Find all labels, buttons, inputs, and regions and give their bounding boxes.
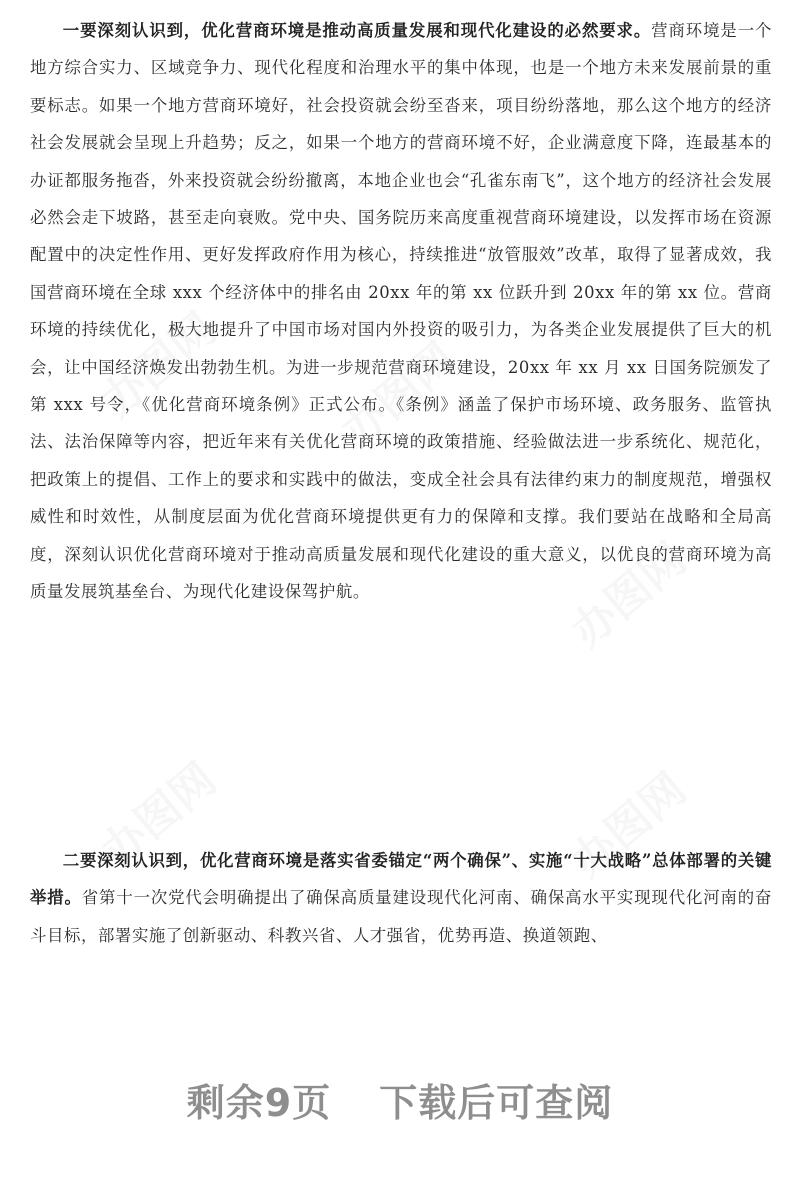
watermark: 办图网 xyxy=(561,763,696,888)
paragraph-2 xyxy=(30,842,772,954)
download-hint-label[interactable]: 下载后可查阅 xyxy=(379,1081,614,1125)
remaining-pages-label: 剩余9页 xyxy=(186,1081,332,1125)
remaining-pages-notice xyxy=(0,1072,800,1127)
paragraph-2-lead: 二要深刻认识到，优化营商环境是落实省委锚定“两个确保”、实施“十大战略”总体部署的关键举措。 xyxy=(30,851,772,908)
watermark: 办图网 xyxy=(91,753,226,878)
watermark: 办图网 xyxy=(91,303,226,428)
paragraph-1 xyxy=(30,12,772,611)
paragraph-2-body: 省第十一次党代会明确提出了确保高质量建设现代化河南、确保高水平实现现代化河南的奋斗目标，部署实施了创新驱动、科教兴省、人才强省，优势再造、换道领跑、 xyxy=(30,888,772,945)
paragraph-1-lead: 一要深刻认识到，优化营商环境是推动高质量发展和现代化建设的必然要求。 xyxy=(62,21,652,40)
watermark: 办图网 xyxy=(561,533,696,658)
paragraph-1-body: 营商环境是一个地方综合实力、区域竞争力、现代化程度和治理水平的集中体现，也是一个地方未来发展前景的重要标志。如果一个地方营商环境好，社会投资就会纷至沓来，项目纷纷落地，那么这个地方的经济社会发展就会呈现上升趋势；反之，如果一个地方的营商环境不好，企业满意度下降，连最基本的办证都服务拖沓，外来投资就会纷纷撤离，本地企业也会“孔雀东南飞”，这个地方的经济社会发展必然会走下坡路，甚至走向衰败。党中央、国务院历来高度重视营商环境建设，以发挥市场在资源配置中的决定性作用、更好发挥政府作用为核心，持续推进“放管服效”改革，取得了显著成效，我国营商环境在全球 xxx 个经济体中的排名由 20xx 年的第 xx 位跃升到 20xx 年的第 xx 位。营商环境的持续优化，极大地提升了中国市场对国内外投资的吸引力，为各类企业发展提供了巨大的机会，让中国经济焕发出勃勃生机。为进一步规范营商环境建设，20xx 年 xx 月 xx 日国务院颁发了第 xxx 号令，《优化营商环境条例》正式公布。《条例》涵盖了保护市场环境、政务服务、监管执法、法治保障等内容，把近年来有关优化营商环境的政策措施、经验做法进一步系统化、规范化，把政策上的提倡、工作上的要求和实践中的做法，变成全社会具有法律约束力的制度规范，增强权威性和时效性，从制度层面为优化营商环境提供更有力的保障和支撑。我们要站在战略和全局高度，深刻认识优化营商环境对于推动高质量发展和现代化建设的重大意义，以优良的营商环境为高质量发展筑基垒台、为现代化建设保驾护航。 xyxy=(30,21,772,602)
watermark: 办图网 xyxy=(331,333,466,458)
